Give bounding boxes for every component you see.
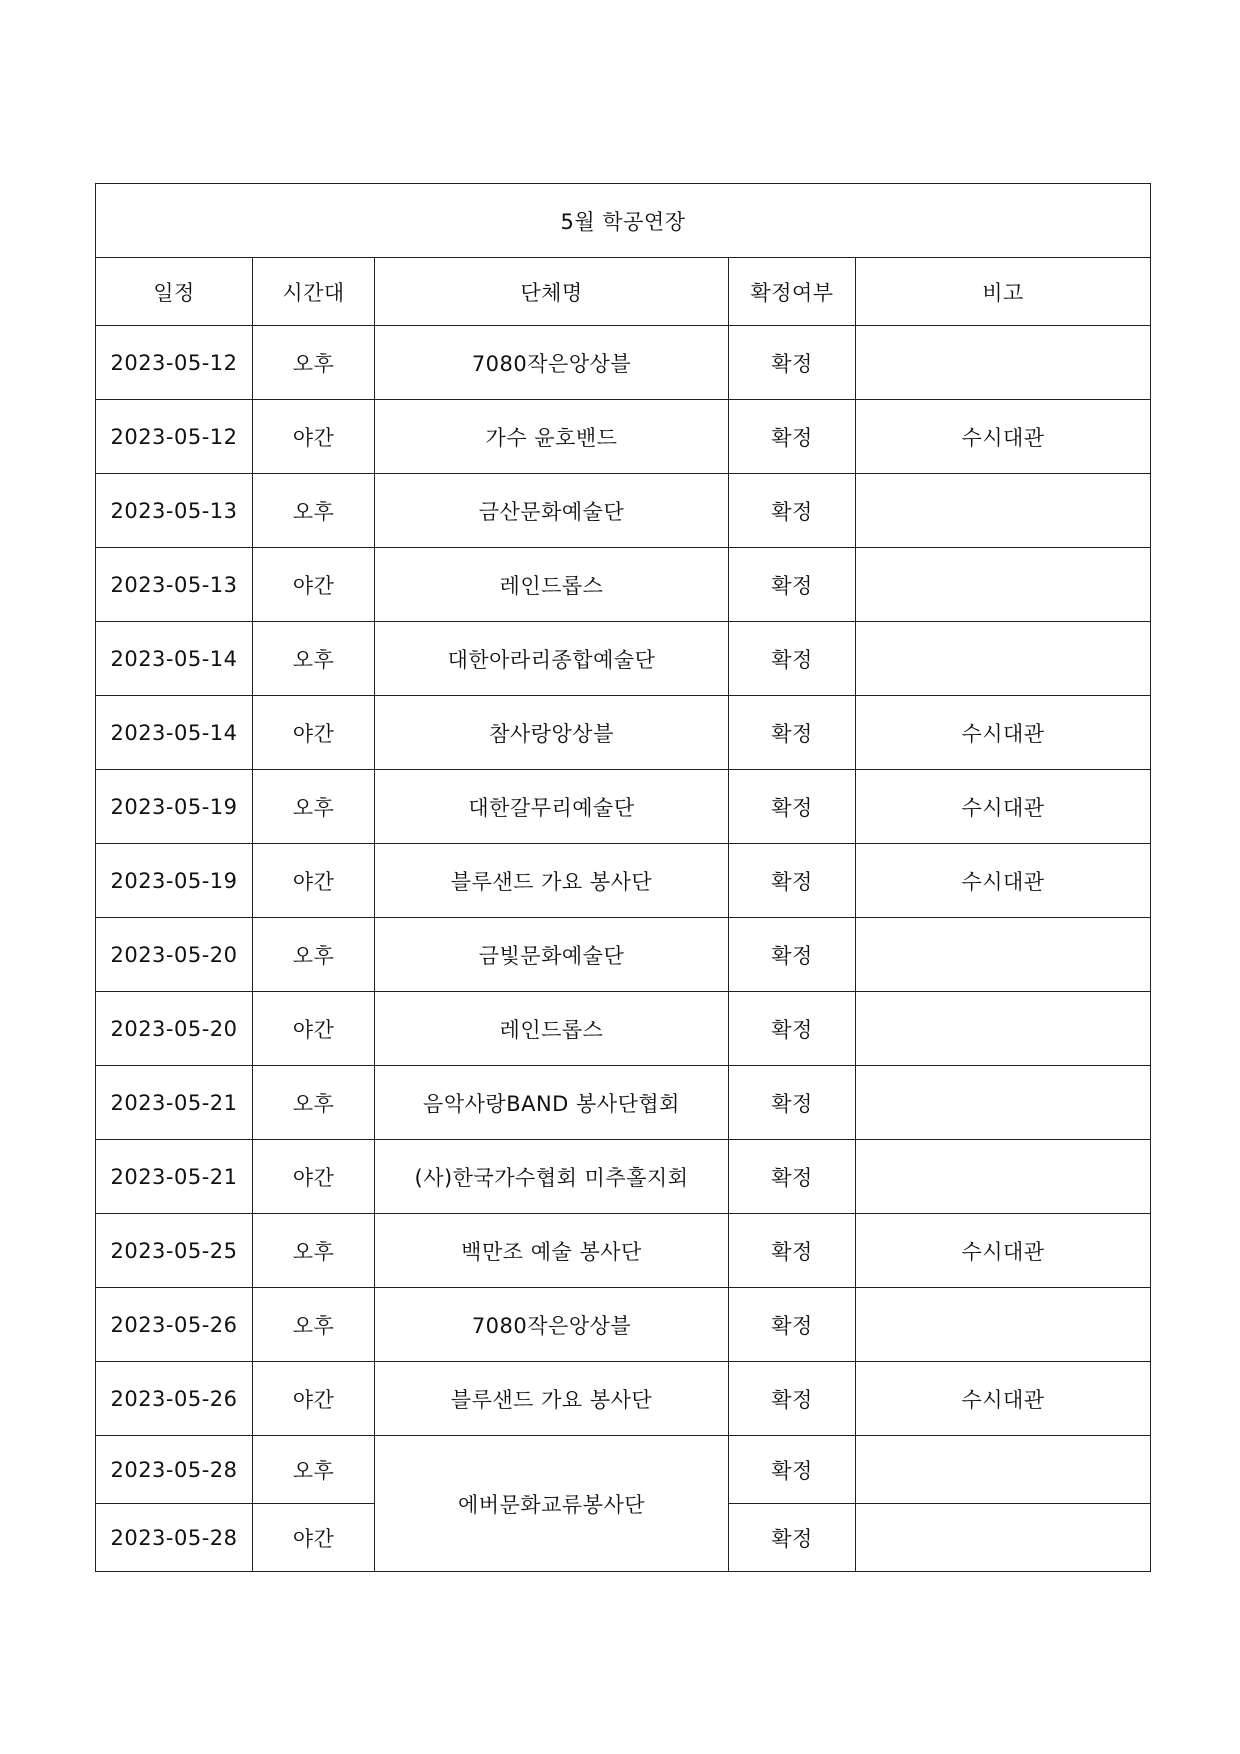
cell-time: 야간 (253, 992, 375, 1066)
table-row (96, 844, 1151, 918)
table-row (96, 326, 1151, 400)
cell-note (856, 1066, 1151, 1140)
table-row (96, 992, 1151, 1066)
cell-group: 금산문화예술단 (375, 474, 729, 548)
cell-status: 확정 (729, 1362, 856, 1436)
cell-date: 2023-05-20 (96, 992, 253, 1066)
cell-note (856, 992, 1151, 1066)
cell-date: 2023-05-14 (96, 696, 253, 770)
column-header-time: 시간대 (253, 258, 375, 326)
cell-status: 확정 (729, 992, 856, 1066)
table-row (96, 1362, 1151, 1436)
cell-group: 가수 윤호밴드 (375, 400, 729, 474)
table-row (96, 1066, 1151, 1140)
cell-time: 야간 (253, 844, 375, 918)
table-row (96, 1140, 1151, 1214)
cell-time: 오후 (253, 622, 375, 696)
table-row (96, 770, 1151, 844)
cell-status: 확정 (729, 1140, 856, 1214)
cell-date: 2023-05-26 (96, 1362, 253, 1436)
cell-time: 야간 (253, 548, 375, 622)
cell-status: 확정 (729, 326, 856, 400)
schedule-table (95, 183, 1151, 1572)
cell-note: 수시대관 (856, 770, 1151, 844)
cell-note (856, 622, 1151, 696)
table-row (96, 1436, 1151, 1504)
cell-status: 확정 (729, 622, 856, 696)
cell-date: 2023-05-12 (96, 400, 253, 474)
cell-status: 확정 (729, 548, 856, 622)
column-header-group: 단체명 (375, 258, 729, 326)
table-body (96, 326, 1151, 1572)
cell-time: 야간 (253, 696, 375, 770)
cell-note: 수시대관 (856, 1214, 1151, 1288)
cell-date: 2023-05-13 (96, 548, 253, 622)
cell-time: 야간 (253, 1362, 375, 1436)
cell-time: 오후 (253, 474, 375, 548)
cell-date: 2023-05-19 (96, 770, 253, 844)
cell-status: 확정 (729, 1288, 856, 1362)
cell-status: 확정 (729, 1066, 856, 1140)
cell-note (856, 1436, 1151, 1504)
cell-group: 레인드롭스 (375, 548, 729, 622)
cell-date: 2023-05-28 (96, 1504, 253, 1572)
cell-date: 2023-05-12 (96, 326, 253, 400)
cell-note: 수시대관 (856, 844, 1151, 918)
cell-status: 확정 (729, 1436, 856, 1504)
cell-group: 참사랑앙상블 (375, 696, 729, 770)
cell-date: 2023-05-25 (96, 1214, 253, 1288)
cell-note: 수시대관 (856, 400, 1151, 474)
cell-note (856, 918, 1151, 992)
cell-time: 오후 (253, 918, 375, 992)
cell-time: 오후 (253, 326, 375, 400)
cell-date: 2023-05-21 (96, 1140, 253, 1214)
cell-group: 에버문화교류봉사단 (375, 1436, 729, 1572)
cell-note (856, 1288, 1151, 1362)
cell-group: 블루샌드 가요 봉사단 (375, 844, 729, 918)
cell-date: 2023-05-28 (96, 1436, 253, 1504)
cell-group: 7080작은앙상블 (375, 1288, 729, 1362)
cell-time: 오후 (253, 1214, 375, 1288)
table-row (96, 918, 1151, 992)
cell-time: 오후 (253, 1066, 375, 1140)
cell-status: 확정 (729, 1504, 856, 1572)
cell-status: 확정 (729, 696, 856, 770)
table-row (96, 696, 1151, 770)
column-header-note: 비고 (856, 258, 1151, 326)
column-header-status: 확정여부 (729, 258, 856, 326)
cell-status: 확정 (729, 918, 856, 992)
table-row (96, 474, 1151, 548)
table-title: 5월 학공연장 (96, 184, 1151, 258)
cell-note (856, 1140, 1151, 1214)
cell-status: 확정 (729, 770, 856, 844)
cell-time: 오후 (253, 770, 375, 844)
cell-group: 백만조 예술 봉사단 (375, 1214, 729, 1288)
cell-note: 수시대관 (856, 1362, 1151, 1436)
cell-time: 오후 (253, 1288, 375, 1362)
table-row (96, 622, 1151, 696)
cell-date: 2023-05-19 (96, 844, 253, 918)
cell-date: 2023-05-20 (96, 918, 253, 992)
cell-note: 수시대관 (856, 696, 1151, 770)
cell-group: 블루샌드 가요 봉사단 (375, 1362, 729, 1436)
cell-group: 7080작은앙상블 (375, 326, 729, 400)
cell-date: 2023-05-13 (96, 474, 253, 548)
cell-status: 확정 (729, 400, 856, 474)
table-row (96, 1214, 1151, 1288)
cell-group: 음악사랑BAND 봉사단협회 (375, 1066, 729, 1140)
cell-status: 확정 (729, 844, 856, 918)
cell-group: (사)한국가수협회 미추홀지회 (375, 1140, 729, 1214)
column-header-date: 일정 (96, 258, 253, 326)
table-row (96, 548, 1151, 622)
cell-note (856, 474, 1151, 548)
cell-status: 확정 (729, 1214, 856, 1288)
cell-time: 오후 (253, 1436, 375, 1504)
cell-date: 2023-05-14 (96, 622, 253, 696)
cell-time: 야간 (253, 400, 375, 474)
cell-status: 확정 (729, 474, 856, 548)
cell-time: 야간 (253, 1504, 375, 1572)
cell-time: 야간 (253, 1140, 375, 1214)
cell-group: 레인드롭스 (375, 992, 729, 1066)
cell-group: 금빛문화예술단 (375, 918, 729, 992)
table-row (96, 1288, 1151, 1362)
cell-group: 대한갈무리예술단 (375, 770, 729, 844)
header-row (96, 258, 1151, 326)
cell-note (856, 326, 1151, 400)
cell-note (856, 548, 1151, 622)
title-row (96, 184, 1151, 258)
cell-group: 대한아라리종합예술단 (375, 622, 729, 696)
cell-note (856, 1504, 1151, 1572)
cell-date: 2023-05-26 (96, 1288, 253, 1362)
table-row (96, 400, 1151, 474)
cell-date: 2023-05-21 (96, 1066, 253, 1140)
